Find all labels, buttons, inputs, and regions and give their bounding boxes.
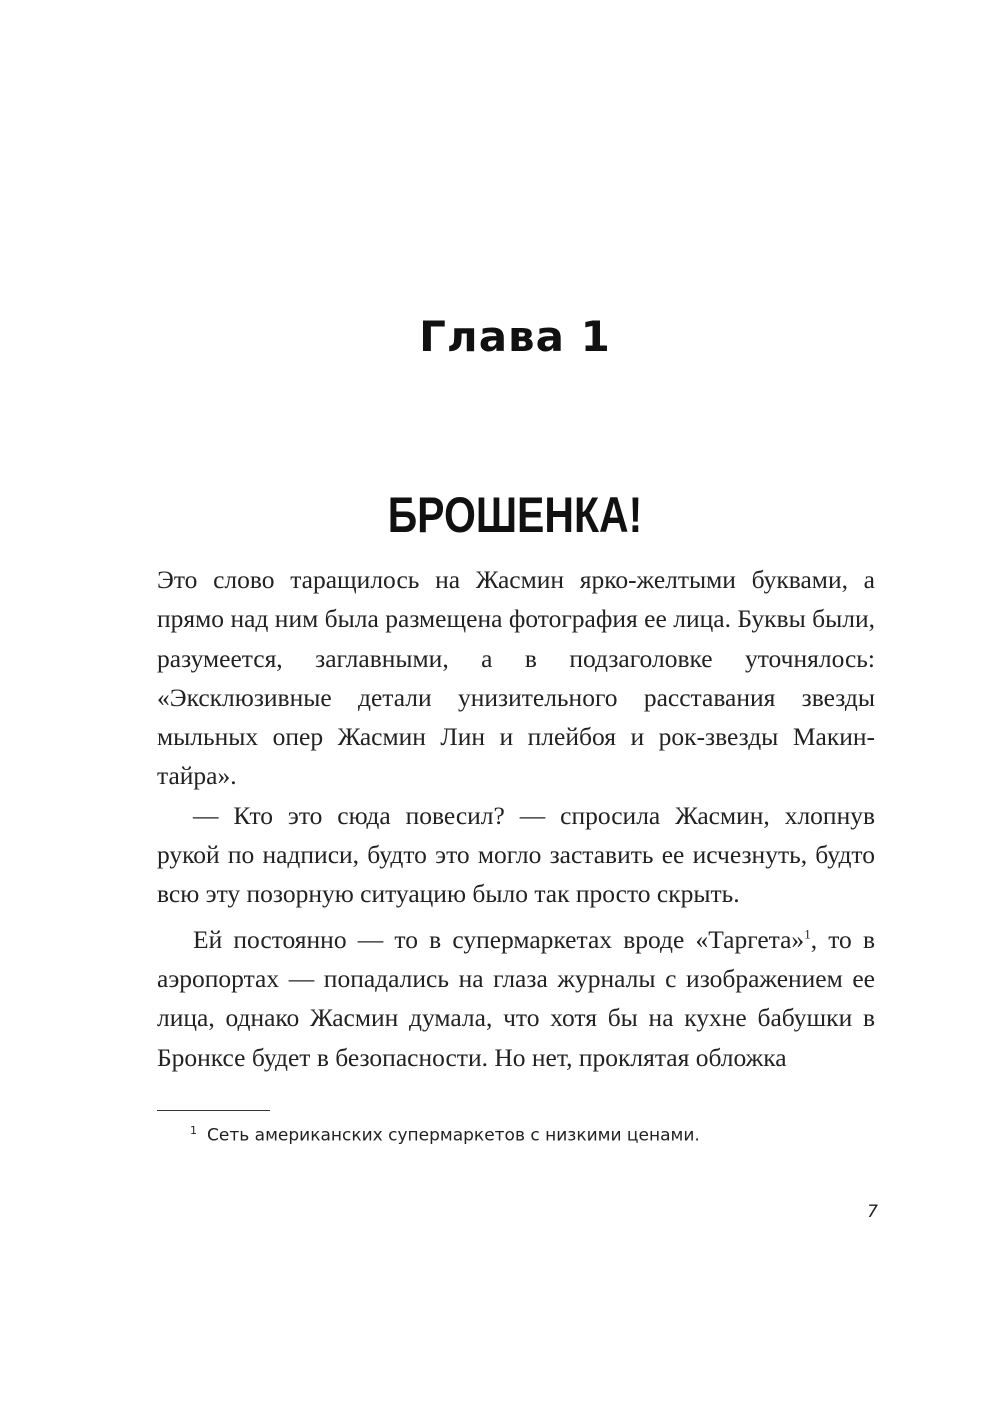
page-number: 7	[867, 1202, 878, 1222]
footnote-marker: 1	[190, 1124, 197, 1137]
body-text	[157, 560, 875, 1077]
footnote-text: Сеть американских супермаркетов с низкими ценами.	[207, 1125, 700, 1146]
paragraph-3-start: Ей постоянно — то в супермаркетах вроде «Таргета»	[193, 924, 805, 954]
chapter-title: БРОШЕНКА!	[387, 487, 643, 543]
paragraph-1: Это слово таращилось на Жасмин ярко-желтыми буквами, а прямо над ним была размещена фотография ее лица. Буквы были, разумеется, заглавными, а в подзаголовке уточнялось: «Эксклюзивные детали унизительного расставания звезды мыльных опер Жасмин Лин и плейбоя и рок-звезды Макинтайра».	[157, 565, 875, 791]
paragraph-3	[157, 920, 875, 1077]
footnote-divider	[157, 1110, 270, 1111]
paragraph-3-end: , то в аэропортах — попадались на глаза журналы с изображением ее лица, однако Жасмин думала, что хотя бы на кухне бабушки в Бронксе будет в безопасности. Но нет, проклятая обложка	[157, 924, 875, 1072]
footnote-reference: 1	[804, 926, 811, 942]
chapter-label: Глава 1	[419, 312, 611, 361]
footnote	[190, 1124, 700, 1146]
paragraph-2: — Кто это сюда повесил? — спросила Жасмин, хлопнув рукой по надписи, будто это могло заставить ее исчезнуть, будто всю эту позорную ситуацию было так просто скрыть.	[157, 800, 875, 909]
